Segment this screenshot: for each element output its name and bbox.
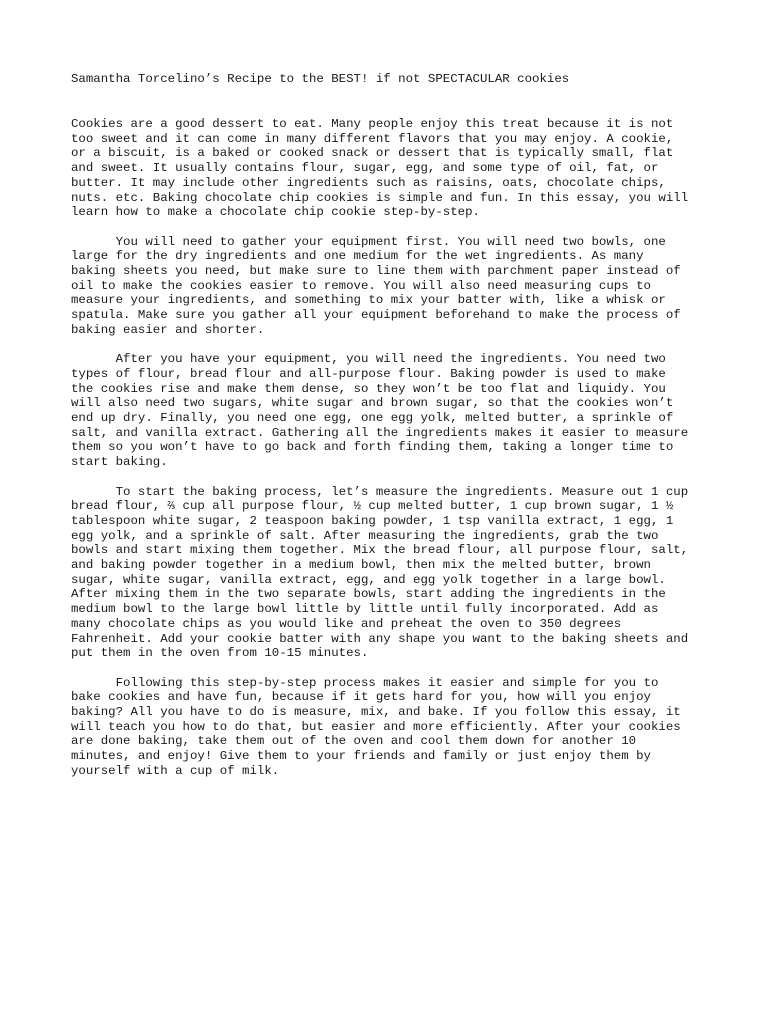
essay-paragraph <box>71 235 699 338</box>
essay-paragraph <box>71 352 699 470</box>
paragraph-line: Fahrenheit. Add your cookie batter with any shape you want to the baking sheets and <box>71 631 689 646</box>
paragraph-line: medium bowl to the large bowl little by little until fully incorporated. Add as <box>71 602 659 617</box>
essay-paragraph <box>71 676 699 779</box>
paragraph-line: baking sheets you need, but make sure to line them with parchment paper instead of <box>71 264 681 279</box>
paragraph-line: measure your ingredients, and something to mix your batter with, like a whisk or <box>71 293 666 308</box>
paragraph-line: bread flour, ⅔ cup all purpose flour, ½ cup melted butter, 1 cup brown sugar, 1 ½ <box>71 499 674 514</box>
paragraph-line: Cookies are a good dessert to eat. Many people enjoy this treat because it is not <box>71 117 674 131</box>
paragraph-line: yourself with a cup of milk. <box>71 763 280 778</box>
paragraph-line: and sweet. It usually contains flour, sugar, egg, and some type of oil, fat, or <box>71 161 659 176</box>
essay-paragraph <box>71 117 699 220</box>
paragraph-line: tablespoon white sugar, 2 teaspoon baking powder, 1 tsp vanilla extract, 1 egg, 1 <box>71 513 674 528</box>
paragraph-line: baking? All you have to do is measure, mix, and bake. If you follow this essay, it <box>71 705 681 720</box>
paragraph-line: minutes, and enjoy! Give them to your friends and family or just enjoy them by <box>71 749 651 764</box>
paragraph-line: are done baking, take them out of the oven and cool them down for another 10 <box>71 734 637 749</box>
paragraph-line: sugar, white sugar, vanilla extract, egg, and egg yolk together in a large bowl. <box>71 572 666 587</box>
paragraph-line: end up dry. Finally, you need one egg, one egg yolk, melted butter, a sprinkle of <box>71 411 674 426</box>
paragraph-line: will teach you how to do that, but easier and more efficiently. After your cookies <box>71 719 681 734</box>
paragraph-line: many chocolate chips as you would like and preheat the oven to 350 degrees <box>71 616 622 631</box>
paragraph-line: bowls and start mixing them together. Mix the bread flour, all purpose flour, salt, <box>71 543 689 558</box>
paragraph-line: You will need to gather your equipment first. You will need two bowls, one <box>71 234 666 249</box>
paragraph-line: baking easier and shorter. <box>71 322 265 337</box>
paragraph-line: or a biscuit, is a baked or cooked snack or dessert that is typically small, flat <box>71 146 674 161</box>
paragraph-line: Following this step-by-step process makes it easier and simple for you to <box>71 675 659 690</box>
paragraph-line: put them in the oven from 10-15 minutes. <box>71 646 369 661</box>
paragraph-line: salt, and vanilla extract. Gathering all the ingredients makes it easier to measure <box>71 425 689 440</box>
paragraph-line: the cookies rise and make them dense, so they won’t be too flat and liquidy. You <box>71 381 666 396</box>
paragraph-line: butter. It may include other ingredients such as raisins, oats, chocolate chips, <box>71 175 666 190</box>
paragraph-line: After mixing them in the two separate bowls, start adding the ingredients in the <box>71 587 666 602</box>
paragraph-line: bake cookies and have fun, because if it gets hard for you, how will you enjoy <box>71 690 651 705</box>
essay-paragraph <box>71 485 699 661</box>
paragraph-line: egg yolk, and a sprinkle of salt. After measuring the ingredients, grab the two <box>71 528 659 543</box>
paragraph-line: learn how to make a chocolate chip cookie step-by-step. <box>71 205 480 220</box>
paragraph-line: spatula. Make sure you gather all your equipment beforehand to make the process of <box>71 308 681 323</box>
paragraph-line: After you have your equipment, you will need the ingredients. You need two <box>71 352 666 367</box>
paragraph-line: and baking powder together in a medium bowl, then mix the melted butter, brown <box>71 558 651 573</box>
paragraph-line: large for the dry ingredients and one medium for the wet ingredients. As many <box>71 249 644 264</box>
paragraph-line: oil to make the cookies easier to remove. You will also need measuring cups to <box>71 278 651 293</box>
paragraph-line: will also need two sugars, white sugar and brown sugar, so that the cookies won’t <box>71 396 674 411</box>
paragraph-line: too sweet and it can come in many different flavors that you may enjoy. A cookie, <box>71 131 674 146</box>
paragraph-line: nuts. etc. Baking chocolate chip cookies is simple and fun. In this essay, you will <box>71 190 689 205</box>
essay-body <box>71 117 699 793</box>
document-title: Samantha Torcelino’s Recipe to the BEST! if not SPECTACULAR cookies <box>71 72 570 86</box>
paragraph-line: them so you won’t have to go back and forth finding them, taking a longer time to <box>71 440 674 455</box>
paragraph-line: types of flour, bread flour and all-purpose flour. Baking powder is used to make <box>71 366 666 381</box>
paragraph-line: start baking. <box>71 455 168 470</box>
paragraph-line: To start the baking process, let’s measure the ingredients. Measure out 1 cup <box>71 484 689 499</box>
